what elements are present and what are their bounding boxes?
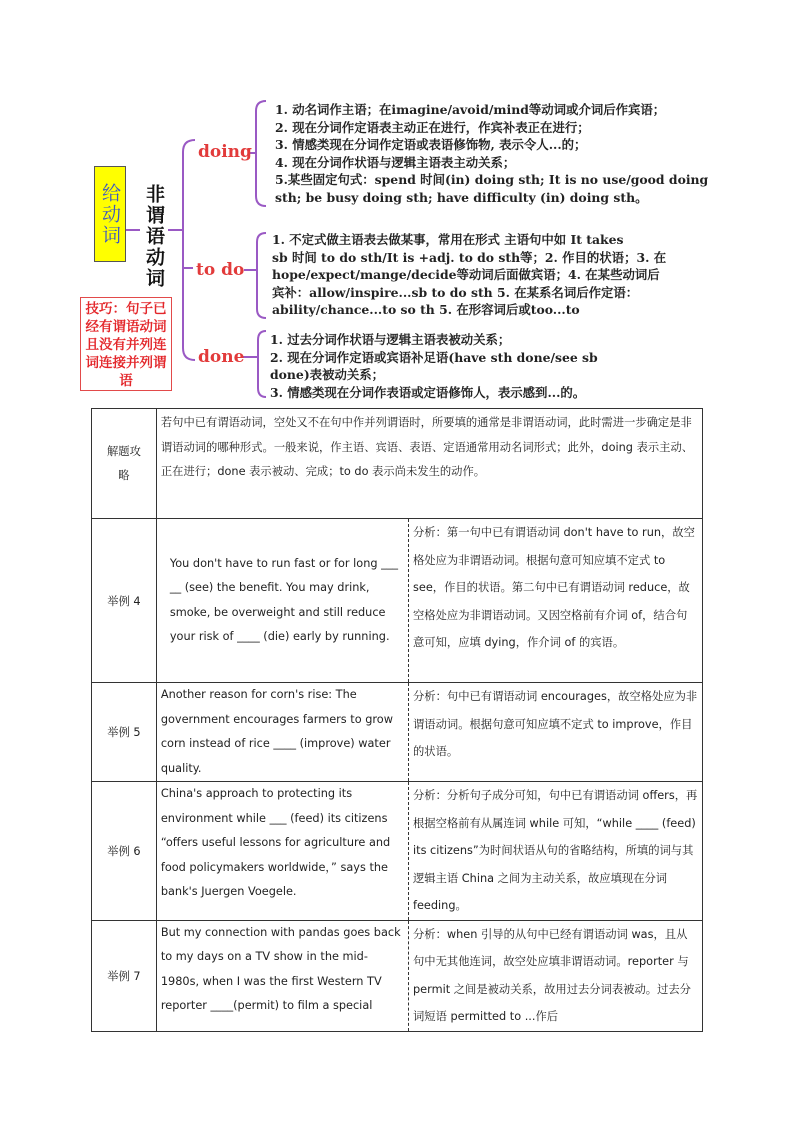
note-line: 4. 现在分词作状语与逻辑主语表主动关系； xyxy=(275,154,516,170)
analysis-cell xyxy=(409,519,703,683)
note-line: 3. 情感类现在分词作定语或表语修饰物, 表示令人...的； xyxy=(275,137,587,153)
note-line: ability/chance...to so th 5. 在形容词后或too...to xyxy=(272,302,580,318)
sub-concept-label: 非谓语动词 xyxy=(143,184,165,289)
tip-text: 技巧：句子已经有谓语动词且没有并列连词连接并列谓语 xyxy=(85,301,167,389)
analysis-text: 分析：分析句子成分可知，句中已有谓语动词 offers，再根据空格前有从属连词 while 可知，“while ____ (feed) its citizens”为时间状语从句的省略结构，所填的词与其逻辑主语 China 之间为主动关系，故应填现在分词 feeding。 xyxy=(413,789,698,912)
branch-label-done: done xyxy=(198,347,245,367)
branch-label-to-do: to do xyxy=(196,260,245,280)
note-line: 1. 不定式做主语表去做某事，常用在形式 主语句中如 It takes xyxy=(272,232,624,247)
analysis-cell xyxy=(409,683,703,782)
note-line: 宾补：allow/inspire...sb to do sth 5. 在某系名词后作定语： xyxy=(272,284,639,300)
note-line: done)表被动关系； xyxy=(270,367,385,383)
example-text: But my connection with pandas goes back to my days on a TV show in the mid-1980s, when I was the first Western TV reporter ____(permit) to film a special xyxy=(160,925,401,1012)
row-head: 举例 6 xyxy=(92,782,157,921)
example-cell xyxy=(156,782,408,921)
note-line: hope/expect/mange/decide等动词后面做宾语；4. 在某些动词后 xyxy=(272,267,660,283)
table-row xyxy=(92,409,703,519)
table-row xyxy=(92,519,703,683)
note-line: 2. 现在分词作定语或宾语补足语(have sth done/see sb xyxy=(270,349,598,365)
main-concept-label: 给动词 xyxy=(99,182,121,246)
example-text: Another reason for corn's rise: The government encourages farmers to grow corn instead of rice ____ (improve) water quality. xyxy=(160,688,393,775)
example-cell xyxy=(156,920,408,1031)
row-head: 举例 4 xyxy=(92,519,157,683)
branch-label-doing: doing xyxy=(198,142,252,162)
branch-notes-doing xyxy=(275,101,745,207)
strategy-cell xyxy=(156,409,702,519)
analysis-text: 分析：第一句中已有谓语动词 don't have to run，故空格处应为非谓语动词。根据句意可知应填不定式 to see，作目的状语。第二句中已有谓语动词 reduce，故空格处应为非谓语动词。又因空格前有介词 of，结合句意可知，应填 dying，作介词 of 的宾语。 xyxy=(413,526,695,649)
main-concept-box xyxy=(94,166,126,262)
table-row xyxy=(92,920,703,1031)
analysis-text: 分析：句中已有谓语动词 encourages，故空格处应为非谓语动词。根据句意可知应填不定式 to improve，作目的状语。 xyxy=(413,690,698,758)
branch-notes-to-do xyxy=(272,231,722,319)
note-line: sb 时间 to do sth/It is +adj. to do sth等；2. 作目的状语；3. 在 xyxy=(272,249,667,265)
note-line: 3. 情感类现在分词作表语或定语修饰人，表示感到...的。 xyxy=(270,384,586,400)
note-line: 1. 动名词作主语；在imagine/avoid/mind等动词或介词后作宾语； xyxy=(275,102,666,117)
note-line: 2. 现在分词作定语表主动正在进行，作宾补表正在进行； xyxy=(275,119,590,135)
table-row xyxy=(92,683,703,782)
row-head xyxy=(92,409,157,519)
note-line: sth; be busy doing sth; have difficulty (in) doing sth。 xyxy=(275,189,648,205)
strategy-head: 解题攻略 xyxy=(106,444,141,482)
analysis-text: 分析：when 引导的从句中已经有谓语动词 was，且从句中无其他连词，故空处应填非谓语动词。reporter 与 permit 之间是被动关系，故用过去分词表被动。过去分词短语 permitted to ...作后 xyxy=(413,927,691,1023)
example-cell xyxy=(156,519,408,683)
tip-box xyxy=(80,297,172,391)
analysis-cell xyxy=(409,782,703,921)
strategy-text: 若句中已有谓语动词，空处又不在句中作并列谓语时，所要填的通常是非谓语动词，此时需进一步确定是非谓语动词的哪种形式。一般来说，作主语、宾语、表语、定语通常用动名词形式；此外，doing 表示主动、正在进行；done 表示被动、完成；to do 表示尚未发生的动作。 xyxy=(160,416,694,478)
analysis-cell xyxy=(409,920,703,1031)
example-cell xyxy=(156,683,408,782)
note-line: 1. 过去分词作状语与逻辑主语表被动关系； xyxy=(270,332,511,347)
row-head: 举例 5 xyxy=(92,683,157,782)
branch-notes-done xyxy=(270,331,670,401)
row-head: 举例 7 xyxy=(92,920,157,1031)
example-text: China's approach to protecting its environment while ___ (feed) its citizens “offers useful lessons for agriculture and food policymakers worldwide，” says the bank's Juergen Voegele. xyxy=(160,787,391,898)
sub-concept-box xyxy=(140,184,168,294)
example-text: You don't have to run fast or for long ___ __ (see) the benefit. You may drink, smoke, be overweight and still reduce your risk of ____ (die) early by running. xyxy=(169,556,399,643)
note-line: 5.某些固定句式：spend 时间(in) doing sth; It is no use/good doing xyxy=(275,172,709,188)
table-row xyxy=(92,782,703,921)
examples-table xyxy=(91,408,703,1032)
